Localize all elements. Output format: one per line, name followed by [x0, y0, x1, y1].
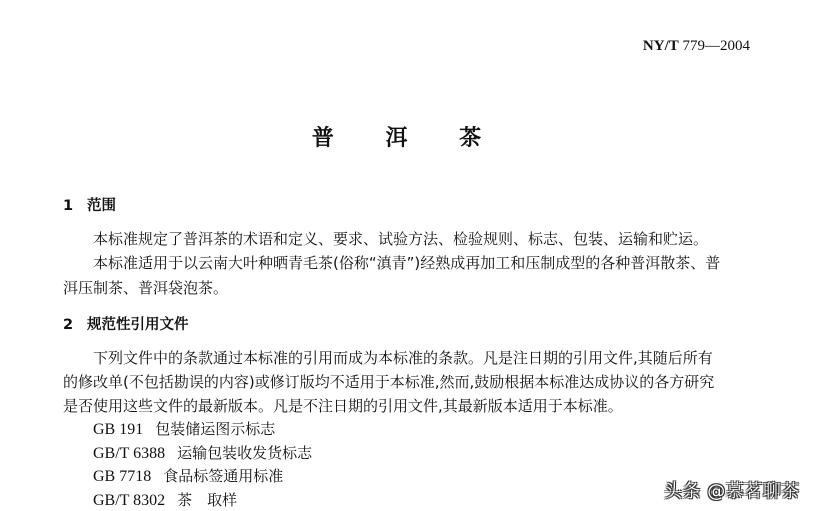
reference-item [93, 489, 237, 510]
reference-code: GB 191 [93, 421, 144, 438]
watermark: 头条 @慕茗聊茶 [664, 481, 800, 502]
standard-prefix: NY/T [642, 38, 679, 54]
section-2-line-3: 是否使用这些文件的最新版本。凡是不注日期的引用文件,其最新版本适用于本标准。 [63, 397, 623, 415]
reference-item [93, 418, 275, 439]
reference-item [93, 465, 283, 486]
section-2-line-1: 下列文件中的条款通过本标准的引用而成为本标准的条款。凡是注日期的引用文件,其随后所有 [93, 349, 713, 367]
reference-title: 包装储运图示标志 [155, 420, 276, 438]
reference-title: 运输包装收发货标志 [177, 444, 313, 462]
reference-title: 茶 取样 [177, 491, 238, 509]
section-2-line-2: 的修改单(不包括勘误的内容)或修订版均不适用于本标准,然而,鼓励根据本标准达成协议的各方研究 [63, 373, 715, 391]
section-title: 规范性引用文件 [87, 317, 189, 333]
section-1-line-2: 本标准适用于以云南大叶种晒青毛茶(俗称“滇青”)经熟成再加工和压制成型的各种普洱散茶、普 [93, 254, 721, 272]
section-1-line-3: 洱压制茶、普洱袋泡茶。 [63, 279, 229, 297]
section-number: 1 [63, 198, 74, 214]
reference-code: GB/T 8302 [93, 492, 166, 509]
reference-code: GB/T 6388 [93, 445, 166, 462]
standard-number [643, 38, 750, 55]
reference-title: 食品标签通用标准 [163, 467, 284, 485]
section-number: 2 [63, 317, 74, 333]
section-1-heading [63, 194, 116, 215]
section-1-line-1: 本标准规定了普洱茶的术语和定义、要求、试验方法、检验规则、标志、包装、运输和贮运。 [93, 230, 709, 248]
reference-code: GB 7718 [93, 468, 152, 485]
reference-item [93, 442, 312, 463]
section-2-heading [63, 313, 189, 334]
document-title: 普 洱 茶 [311, 126, 504, 151]
standard-number-value: 779—2004 [682, 38, 750, 54]
section-title: 范围 [87, 198, 116, 214]
